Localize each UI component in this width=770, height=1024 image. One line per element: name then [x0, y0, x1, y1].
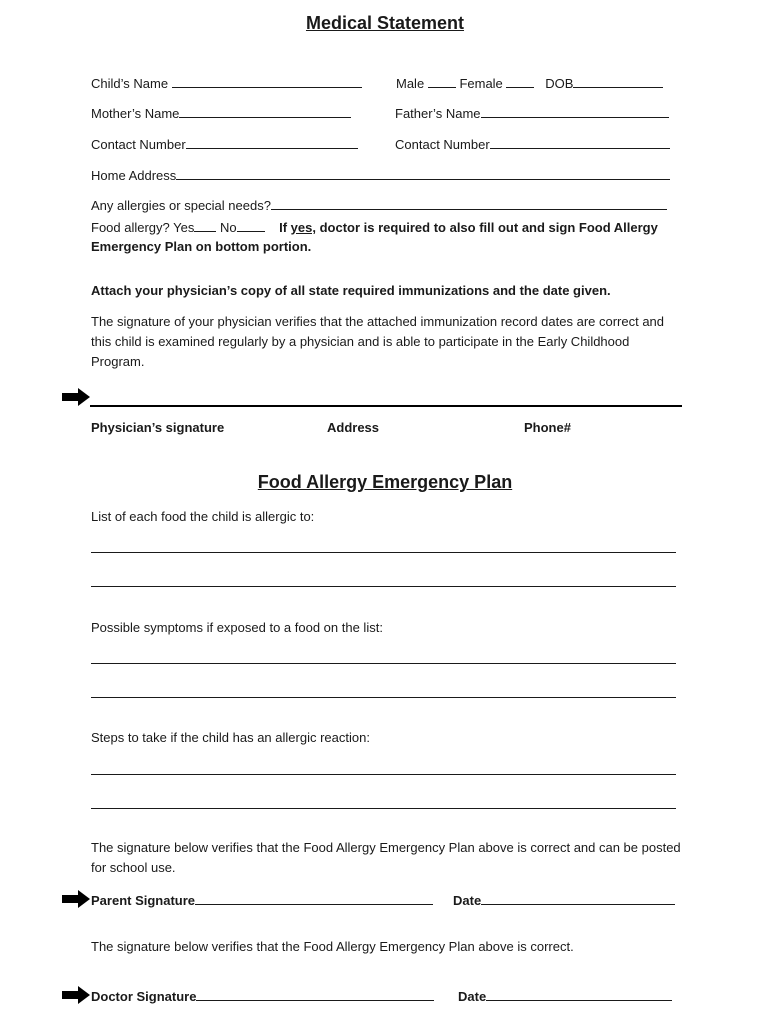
date-label: Date [453, 893, 482, 908]
child-name-label: Child’s Name [91, 76, 169, 91]
gender-dob-row [396, 75, 663, 91]
date-label: Date [458, 989, 487, 1004]
doctor-signature-row [91, 988, 434, 1004]
male-label: Male [396, 76, 425, 91]
physician-signature-line[interactable] [90, 405, 682, 407]
child-name-field[interactable] [172, 75, 362, 88]
steps-line-2[interactable] [91, 808, 676, 809]
male-field[interactable] [428, 75, 456, 88]
home-address-label: Home Address [91, 168, 177, 183]
doctor-verification: The signature below verifies that the Food Allergy Emergency Plan above is correct. [91, 939, 574, 954]
arrow-right-icon [62, 986, 90, 1004]
female-label: Female [459, 76, 503, 91]
allergy-note-prefix: If [279, 220, 291, 235]
doctor-signature-field[interactable] [196, 988, 434, 1001]
contact-number-label: Contact Number [91, 137, 186, 152]
allergies-label: Any allergies or special needs? [91, 198, 271, 213]
female-field[interactable] [506, 75, 534, 88]
allergy-note [279, 220, 658, 235]
no-label: No [220, 220, 237, 235]
parent-signature-row [91, 892, 433, 908]
allergy-note-line2: Emergency Plan on bottom portion. [91, 239, 312, 254]
mother-name-row [91, 105, 351, 121]
yes-label: Yes [173, 220, 195, 235]
doctor-date-row [458, 988, 672, 1004]
foods-label: List of each food the child is allergic to: [91, 509, 315, 524]
symptoms-line-1[interactable] [91, 663, 676, 664]
steps-line-1[interactable] [91, 774, 676, 775]
no-field[interactable] [237, 219, 265, 232]
physician-signature-label: Physician’s signature [91, 420, 225, 435]
child-name-row [91, 75, 362, 91]
parent-date-row [453, 892, 675, 908]
parent-date-field[interactable] [481, 892, 675, 905]
home-address-field[interactable] [176, 167, 670, 180]
contact-number-row-2 [395, 136, 670, 152]
foods-line-1[interactable] [91, 552, 676, 553]
allergy-note-rest: doctor is required to also fill out and sign Food Allergy [315, 220, 658, 235]
father-name-label: Father’s Name [395, 106, 481, 121]
arrow-right-icon [62, 890, 90, 908]
father-name-row [395, 105, 669, 121]
contact-number-row-1 [91, 136, 358, 152]
mother-name-label: Mother’s Name [91, 106, 180, 121]
allergies-field[interactable] [271, 197, 667, 210]
home-address-row [91, 167, 670, 183]
symptoms-line-2[interactable] [91, 697, 676, 698]
doctor-date-field[interactable] [486, 988, 672, 1001]
physician-verification: The signature of your physician verifies that the attached immunization record dates are correct and this child is examined regularly by a physician and is able to participate in the Early Childhood Program. [91, 314, 665, 369]
allergies-row [91, 197, 667, 213]
allergy-plan-title: Food Allergy Emergency Plan [257, 472, 513, 492]
contact-number-field[interactable] [490, 136, 670, 149]
allergy-note-yes: yes, [290, 220, 316, 235]
parent-signature-label: Parent Signature [91, 893, 196, 908]
contact-number-field[interactable] [186, 136, 358, 149]
page-title: Medical Statement [305, 13, 465, 33]
immunization-instruction: Attach your physician’s copy of all state required immunizations and the date given. [91, 283, 611, 298]
dob-field[interactable] [573, 75, 663, 88]
doctor-signature-label: Doctor Signature [91, 989, 197, 1004]
address-label: Address [327, 420, 380, 435]
symptoms-label: Possible symptoms if exposed to a food on the list: [91, 620, 383, 635]
phone-label: Phone# [524, 420, 571, 435]
dob-label: DOB [545, 76, 574, 91]
parent-signature-field[interactable] [195, 892, 433, 905]
food-allergy-row [91, 219, 658, 235]
food-allergy-label: Food allergy? [91, 220, 170, 235]
yes-field[interactable] [194, 219, 216, 232]
steps-label: Steps to take if the child has an allergic reaction: [91, 730, 370, 745]
parent-verification: The signature below verifies that the Food Allergy Emergency Plan above is correct and can be posted for school use. [91, 840, 681, 875]
mother-name-field[interactable] [179, 105, 351, 118]
father-name-field[interactable] [481, 105, 669, 118]
contact-number-label: Contact Number [395, 137, 490, 152]
foods-line-2[interactable] [91, 586, 676, 587]
arrow-right-icon [62, 388, 90, 406]
